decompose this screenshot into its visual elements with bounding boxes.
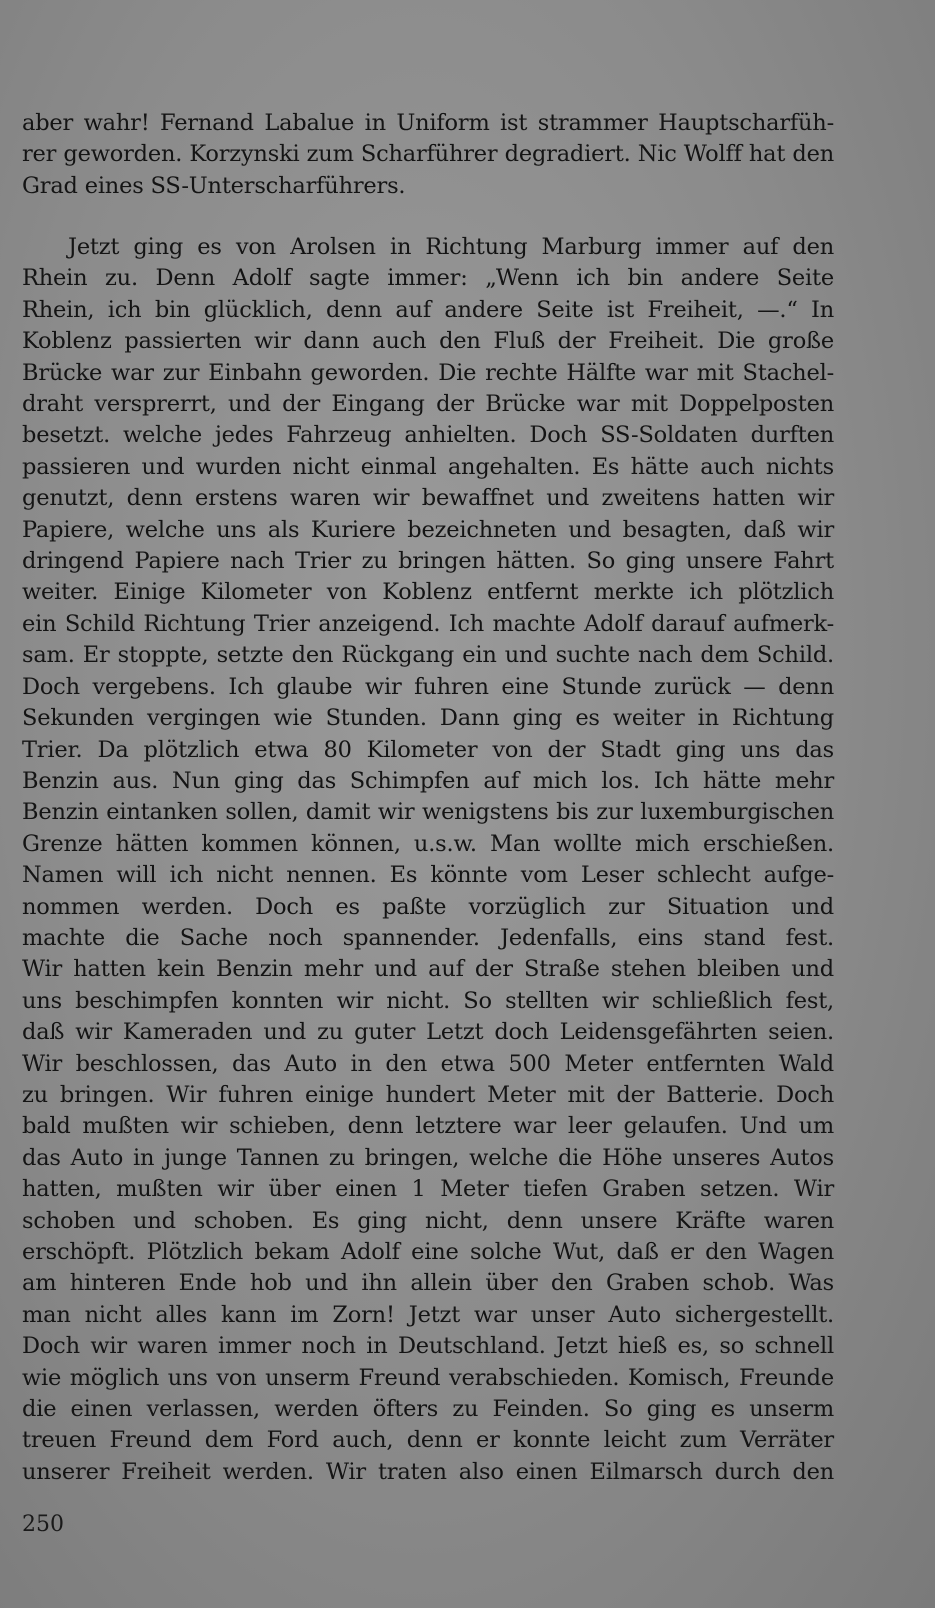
text-line: Rhein zu. Denn Adolf sagte immer: „Wenn ich bin andere Seite [22,265,834,292]
text-line: Koblenz passierten wir dann auch den Fluß der Freiheit. Die große [22,328,834,355]
text-line: Namen will ich nicht nennen. Es könnte vom Leser schlecht aufge- [22,862,834,889]
text-line: bald mußten wir schieben, denn letztere war leer gelaufen. Und um [22,1113,834,1140]
paragraph-1 [22,108,834,202]
text-line: Wir beschlossen, das Auto in den etwa 500 Meter entfernten Wald [22,1050,834,1077]
text-line: treuen Freund dem Ford auch, denn er konnte leicht zum Verräter [22,1427,834,1454]
text-line: Grad eines SS-Unterscharführers. [22,172,406,199]
text-line: dringend Papiere nach Trier zu bringen hätten. So ging unsere Fahrt [22,548,834,575]
text-line: passieren und wurden nicht einmal angehalten. Es hätte auch nichts [22,453,834,480]
text-line: Benzin eintanken sollen, damit wir wenigstens bis zur luxemburgischen [22,799,834,826]
text-line: wie möglich uns von unserm Freund verabschieden. Komisch, Freunde [22,1364,834,1391]
text-line: nommen werden. Doch es paßte vorzüglich zur Situation und [22,893,834,920]
page-number: 250 [22,1512,64,1537]
text-line: unserer Freiheit werden. Wir traten also einen Eilmarsch durch den [22,1458,834,1485]
text-line: Doch vergebens. Ich glaube wir fuhren eine Stunde zurück — denn [22,673,834,700]
paragraph-2 [22,232,834,1488]
text-line: sam. Er stoppte, setzte den Rückgang ein und suchte nach dem Schild. [22,642,834,669]
text-line: weiter. Einige Kilometer von Koblenz entfernt merkte ich plötzlich [22,579,834,606]
text-line: ein Schild Richtung Trier anzeigend. Ich machte Adolf darauf aufmerk- [22,610,834,637]
text-line: hatten, mußten wir über einen 1 Meter tiefen Graben setzen. Wir [22,1176,834,1203]
text-line: Benzin aus. Nun ging das Schimpfen auf mich los. Ich hätte mehr [22,767,834,794]
text-line: machte die Sache noch spannender. Jedenfalls, eins stand fest. [22,924,834,951]
text-line: Sekunden vergingen wie Stunden. Dann ging es weiter in Richtung [22,705,834,732]
text-line: das Auto in junge Tannen zu bringen, welche die Höhe unseres Autos [22,1144,834,1171]
text-line: Jetzt ging es von Arolsen in Richtung Marburg immer auf den [68,234,834,260]
text-line: Grenze hätten kommen können, u.s.w. Man wollte mich erschießen. [22,830,834,857]
text-line: besetzt. welche jedes Fahrzeug anhielten. Doch SS-Soldaten durften [22,422,834,449]
text-line: erschöpft. Plötzlich bekam Adolf eine solche Wut, daß er den Wagen [22,1239,834,1265]
text-line: schoben und schoben. Es ging nicht, denn unsere Kräfte waren [22,1207,834,1234]
text-line: Trier. Da plötzlich etwa 80 Kilometer von der Stadt ging uns das [22,736,834,763]
text-line: uns beschimpfen konnten wir nicht. So stellten wir schließlich fest, [22,987,834,1014]
text-line: genutzt, denn erstens waren wir bewaffnet und zweitens hatten wir [22,485,834,512]
text-line: draht versprerrt, und der Eingang der Brücke war mit Doppelposten [22,391,834,418]
text-line: Rhein, ich bin glücklich, denn auf andere Seite ist Freiheit, —.“ In [22,296,834,323]
text-line: Doch wir waren immer noch in Deutschland. Jetzt hieß es, so schnell [22,1333,834,1360]
text-line: aber wahr! Fernand Labalue in Uniform ist strammer Hauptscharfüh- [22,110,834,136]
text-line: Brücke war zur Einbahn geworden. Die rechte Hälfte war mit Stachel- [22,359,834,386]
text-line: zu bringen. Wir fuhren einige hundert Meter mit der Batterie. Doch [22,1081,834,1108]
text-line: die einen verlassen, werden öfters zu Feinden. So ging es unserm [22,1396,834,1423]
text-line: am hinteren Ende hob und ihn allein über den Graben schob. Was [22,1270,834,1297]
text-line: Wir hatten kein Benzin mehr und auf der Straße stehen bleiben und [22,956,834,983]
book-page [22,108,834,1588]
text-line: rer geworden. Korzynski zum Scharführer degradiert. Nic Wolff hat den [22,141,834,168]
text-line: daß wir Kameraden und zu guter Letzt doch Leidensgefährten seien. [22,1019,834,1046]
text-line: man nicht alles kann im Zorn! Jetzt war unser Auto sichergestellt. [22,1301,834,1328]
text-line: Papiere, welche uns als Kuriere bezeichneten und besagten, daß wir [22,516,834,543]
